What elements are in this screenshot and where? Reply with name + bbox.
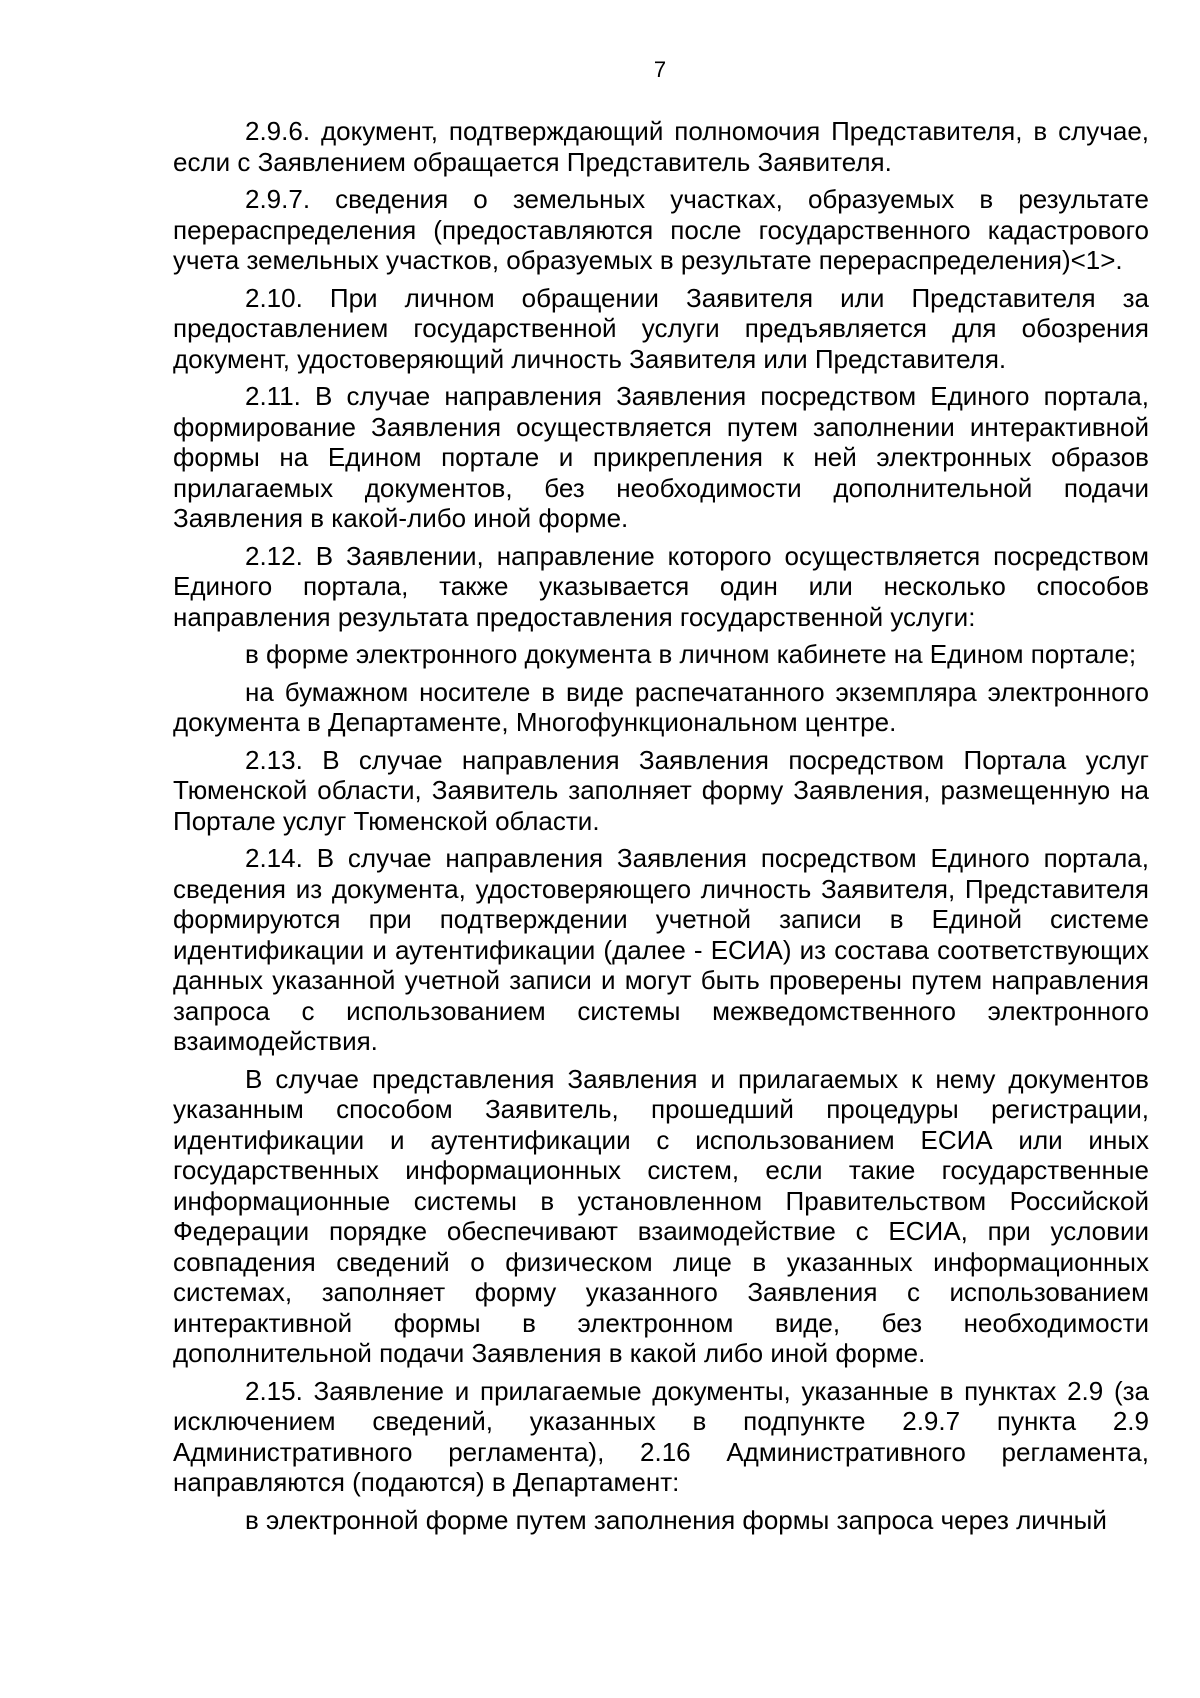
paragraph-2-11: 2.11. В случае направления Заявления посредством Единого портала, формирование Заявления осуществляется путем заполнении интерактивной формы на Едином портале и прикрепления к ней электронных образов прилагаемых документов, без необходимости дополнительной подачи Заявления в какой-либо иной форме.	[173, 381, 1149, 533]
paragraph-2-12-option-electronic: в форме электронного документа в личном кабинете на Едином портале;	[245, 639, 1137, 669]
paragraph-2-12: 2.12. В Заявлении, направление которого осуществляется посредством Единого портала, также указывается один или несколько способов направления результата предоставления государственной услуги:	[173, 540, 1149, 632]
page-number: 7	[653, 57, 667, 82]
paragraph-2-15: 2.15. Заявление и прилагаемые документы, указанные в пунктах 2.9 (за исключением сведений, указанных в подпункте 2.9.7 пункта 2.9 Административного регламента), 2.16 Административного регламента, направляются (подаются) в Департамент:	[173, 1375, 1149, 1497]
paragraph-2-12-option-paper: на бумажном носителе в виде распечатанного экземпляра электронного документа в Департаменте, Многофункциональном центре.	[173, 676, 1149, 737]
paragraph-2-14-continued: В случае представления Заявления и прилагаемых к нему документов указанным способом Заявитель, прошедший процедуры регистрации, идентификации и аутентификации с использованием ЕСИА или иных государственных информационных систем, если такие государственные информационные системы в установленном Правительством Российской Федерации порядке обеспечивают взаимодействие с ЕСИА, при условии совпадения сведений о физическом лице в указанных информационных системах, заполняет форму указанного Заявления с использованием интерактивной формы в электронном виде, без необходимости дополнительной подачи Заявления в какой либо иной форме.	[173, 1063, 1149, 1368]
paragraph-2-9-6: 2.9.6. документ, подтверждающий полномочия Представителя, в случае, если с Заявлением обращается Представитель Заявителя.	[173, 116, 1149, 177]
paragraph-2-13: 2.13. В случае направления Заявления посредством Портала услуг Тюменской области, Заявитель заполняет форму Заявления, размещенную на Портале услуг Тюменской области.	[173, 744, 1149, 836]
paragraph-2-10: 2.10. При личном обращении Заявителя или Представителя за предоставлением государственной услуги предъявляется для обозрения документ, удостоверяющий личность Заявителя или Представителя.	[173, 282, 1149, 374]
paragraph-2-15-option-electronic: в электронной форме путем заполнения формы запроса через личный	[245, 1504, 1107, 1535]
document-body	[173, 116, 1149, 1542]
paragraph-2-9-7: 2.9.7. сведения о земельных участках, образуемых в результате перераспределения (предоставляются после государственного кадастрового учета земельных участков, образуемых в результате перераспределения)<1>.	[173, 184, 1149, 275]
paragraph-2-14: 2.14. В случае направления Заявления посредством Единого портала, сведения из документа, удостоверяющего личность Заявителя, Представителя формируются при подтверждении учетной записи в Единой системе идентификации и аутентификации (далее - ЕСИА) из состава соответствующих данных указанной учетной записи и могут быть проверены путем направления запроса с использованием системы межведомственного электронного взаимодействия.	[173, 843, 1149, 1056]
